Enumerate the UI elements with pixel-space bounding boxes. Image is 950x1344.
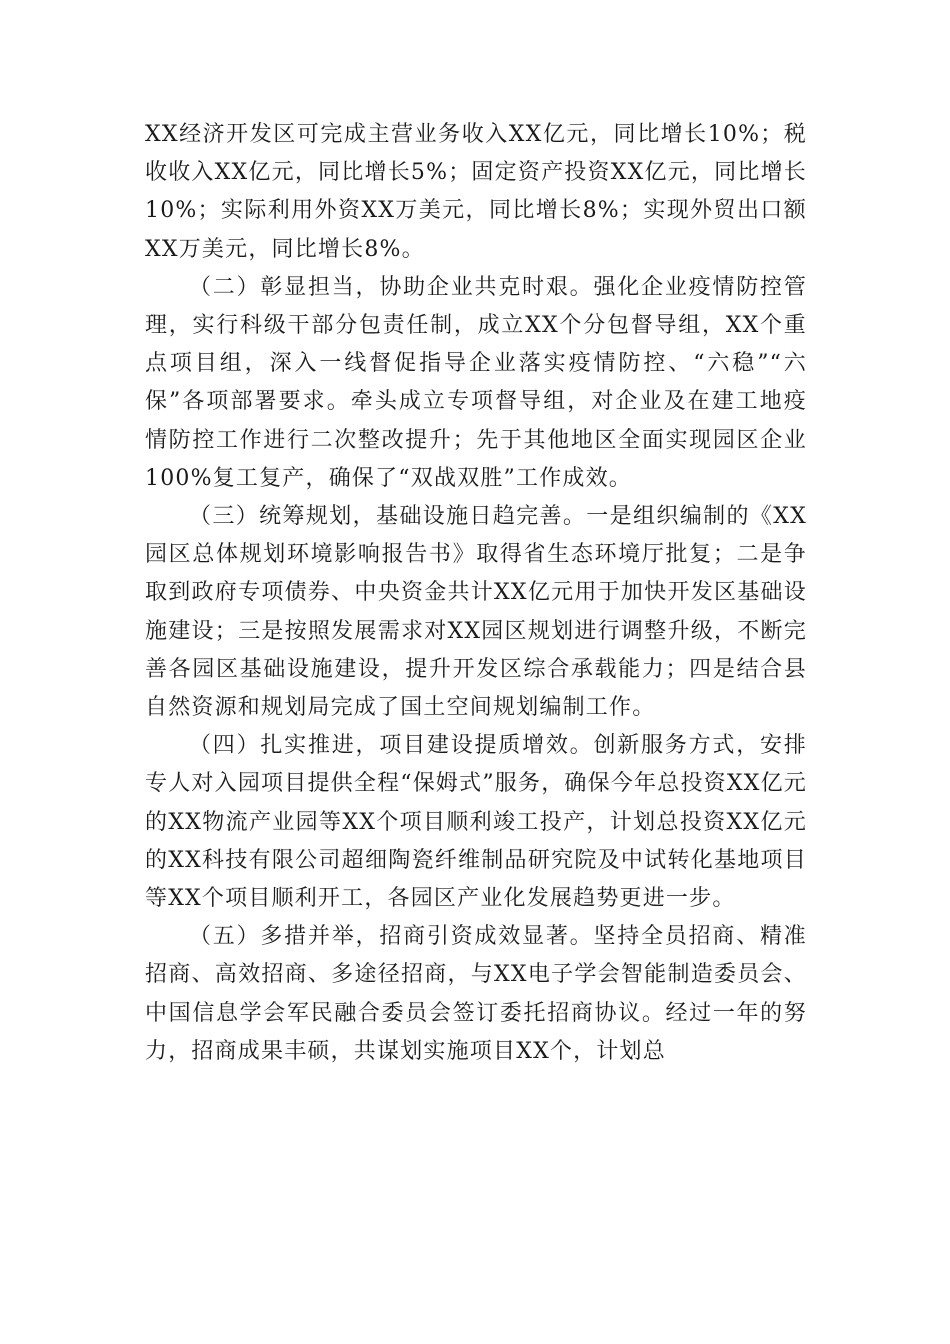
paragraph-section-four: （四）扎实推进，项目建设提质增效。创新服务方式，安排专人对入园项目提供全程“保姆式”服务，确保今年总投资XX亿元的XX物流产业园等XX个项目顺利竣工投产，计划总投资XX亿元的XX科技有限公司超细陶瓷纤维制品研究院及中试转化基地项目等XX个项目顺利开工，各园区产业化发展趋势更进一步。: [145, 733, 807, 912]
paragraph-section-three: （三）统筹规划，基础设施日趋完善。一是组织编制的《XX园区总体规划环境影响报告书》取得省生态环境厅批复；二是争取到政府专项债券、中央资金共计XX亿元用于加快开发区基础设施建设；三是按照发展需求对XX园区规划进行调整升级，不断完善各园区基础设施建设，提升开发区综合承载能力；四是结合县自然资源和规划局完成了国土空间规划编制工作。: [145, 504, 807, 721]
paragraph-section-five: （五）多措并举，招商引资成效显著。坚持全员招商、精准招商、高效招商、多途径招商，与XX电子学会智能制造委员会、中国信息学会军民融合委员会签订委托招商协议。经过一年的努力，招商成果丰硕，共谋划实施项目XX个，计划总: [145, 924, 807, 1064]
paragraph-section-two: （二）彰显担当，协助企业共克时艰。强化企业疫情防控管理，实行科级干部分包责任制，成立XX个分包督导组，XX个重点项目组，深入一线督促指导企业落实疫情防控、“六稳”“六保”各项部署要求。牵头成立专项督导组，对企业及在建工地疫情防控工作进行二次整改提升；先于其他地区全面实现园区企业100%复工复产，确保了“双战双胜”工作成效。: [145, 274, 807, 491]
document-body: [145, 116, 807, 1071]
paragraph-economic-summary: XX经济开发区可完成主营业务收入XX亿元，同比增长10%；税收收入XX亿元，同比增长5%；固定资产投资XX亿元，同比增长10%；实际利用外资XX万美元，同比增长8%；实现外贸出口额XX万美元，同比增长8%。: [145, 122, 807, 262]
